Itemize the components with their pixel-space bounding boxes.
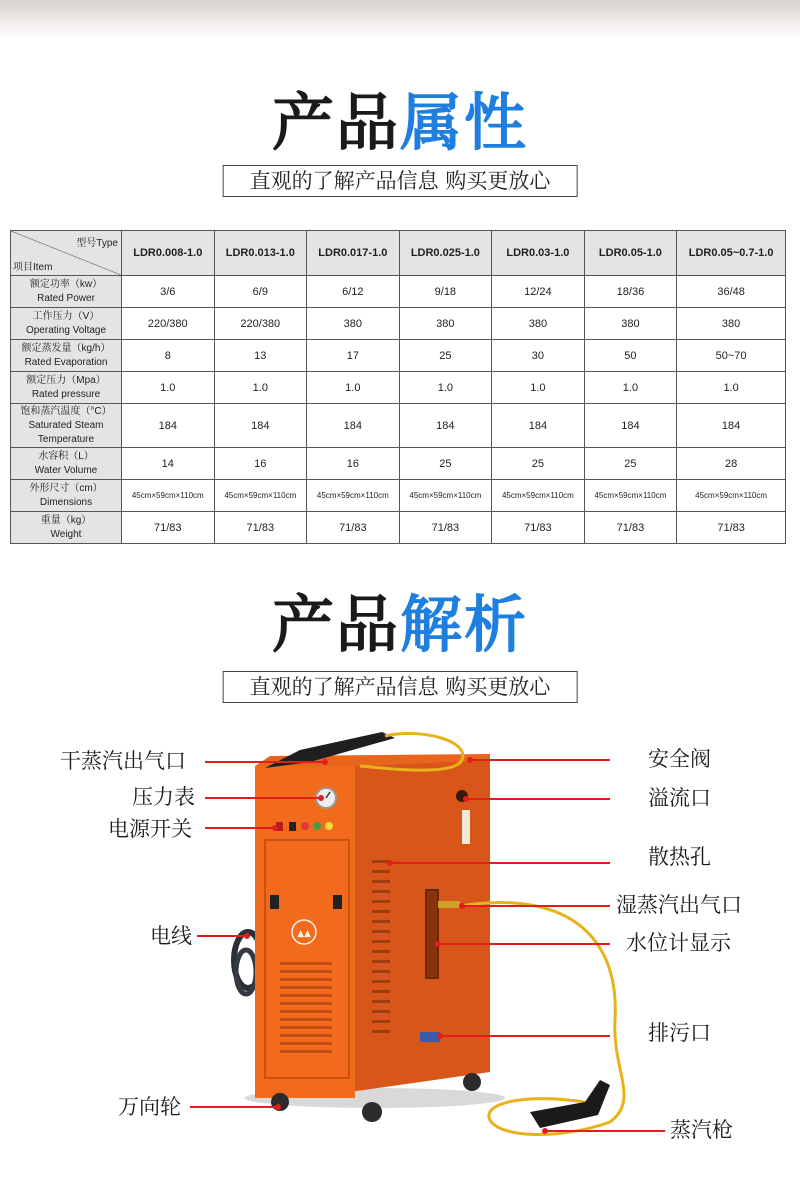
callout-line <box>390 862 610 864</box>
row-label-cell: 工作压力（V） Operating Voltage <box>11 308 122 340</box>
model-header: LDR0.017-1.0 <box>307 231 400 276</box>
table-cell: 25 <box>492 448 585 480</box>
table-cell: 184 <box>122 404 215 448</box>
table-cell: 9/18 <box>399 276 492 308</box>
model-header: LDR0.03-1.0 <box>492 231 585 276</box>
table-cell: 12/24 <box>492 276 585 308</box>
table-cell: 17 <box>307 340 400 372</box>
callout-line <box>462 905 610 907</box>
callout-dry-steam-outlet: 干蒸汽出气口 <box>60 749 186 773</box>
table-cell: 184 <box>584 404 677 448</box>
section-title-properties <box>0 88 800 158</box>
table-cell: 71/83 <box>492 512 585 544</box>
top-banner-fade <box>0 0 800 40</box>
row-label-cell: 额定蒸发量（kg/h） Rated Evaporation <box>11 340 122 372</box>
callout-cooling-vents: 散热孔 <box>648 845 711 869</box>
callout-line <box>470 759 610 761</box>
corner-item-label: 项目Item <box>13 262 53 273</box>
table-cell: 3/6 <box>122 276 215 308</box>
callout-pressure-gauge: 压力表 <box>132 785 195 809</box>
corner-type-label: 型号Type <box>76 238 118 249</box>
table-cell: 45cm×59cm×110cm <box>492 480 585 512</box>
table-cell: 184 <box>307 404 400 448</box>
corner-cell <box>11 231 122 276</box>
table-cell: 16 <box>307 448 400 480</box>
callout-line <box>466 798 610 800</box>
row-label-cell: 外形尺寸（cm） Dimensions <box>11 480 122 512</box>
callout-safety-valve: 安全阀 <box>648 747 711 771</box>
table-cell: 1.0 <box>399 372 492 404</box>
table-cell: 45cm×59cm×110cm <box>677 480 786 512</box>
table-cell: 6/12 <box>307 276 400 308</box>
table-cell: 14 <box>122 448 215 480</box>
model-header: LDR0.05-1.0 <box>584 231 677 276</box>
callout-line <box>438 943 610 945</box>
table-cell: 1.0 <box>677 372 786 404</box>
table-cell: 220/380 <box>122 308 215 340</box>
table-row <box>11 276 786 308</box>
table-cell: 380 <box>677 308 786 340</box>
callout-line <box>190 1106 278 1108</box>
table-cell: 184 <box>677 404 786 448</box>
callout-line <box>205 827 275 829</box>
table-cell: 25 <box>399 448 492 480</box>
spec-table <box>10 230 786 544</box>
table-cell: 25 <box>584 448 677 480</box>
table-cell: 50 <box>584 340 677 372</box>
callout-overflow-outlet: 溢流口 <box>648 786 711 810</box>
table-cell: 71/83 <box>399 512 492 544</box>
callout-caster-wheel: 万向轮 <box>118 1095 181 1119</box>
table-cell: 380 <box>584 308 677 340</box>
table-cell: 380 <box>399 308 492 340</box>
table-cell: 6/9 <box>214 276 307 308</box>
table-cell: 71/83 <box>214 512 307 544</box>
table-row <box>11 448 786 480</box>
model-header: LDR0.05~0.7-1.0 <box>677 231 786 276</box>
callout-power-switch: 电源开关 <box>108 817 192 841</box>
title-black-text: 产品 <box>271 86 400 159</box>
callout-steam-gun: 蒸汽枪 <box>670 1118 733 1142</box>
table-cell: 71/83 <box>677 512 786 544</box>
row-label-cell: 水容积（L） Water Volume <box>11 448 122 480</box>
table-cell: 184 <box>214 404 307 448</box>
title-blue-text: 解析 <box>400 588 529 661</box>
table-row <box>11 404 786 448</box>
callout-power-cord: 电线 <box>150 924 192 948</box>
callout-line <box>440 1035 610 1037</box>
table-row <box>11 480 786 512</box>
table-row <box>11 372 786 404</box>
title-blue-text: 属性 <box>400 86 529 159</box>
table-row <box>11 308 786 340</box>
section-title-analysis <box>0 590 800 660</box>
table-cell: 45cm×59cm×110cm <box>399 480 492 512</box>
callout-drain-outlet: 排污口 <box>648 1021 711 1045</box>
table-cell: 380 <box>492 308 585 340</box>
table-cell: 8 <box>122 340 215 372</box>
table-cell: 1.0 <box>214 372 307 404</box>
table-cell: 45cm×59cm×110cm <box>214 480 307 512</box>
callout-line <box>545 1130 665 1132</box>
row-label-cell: 重量（kg） Weight <box>11 512 122 544</box>
callout-wet-steam-outlet: 湿蒸汽出气口 <box>616 893 742 917</box>
svg-text:▲▲: ▲▲ <box>297 929 311 939</box>
table-cell: 45cm×59cm×110cm <box>584 480 677 512</box>
table-header-row <box>11 231 786 276</box>
row-label-cell: 额定功率（kw） Rated Power <box>11 276 122 308</box>
table-cell: 50~70 <box>677 340 786 372</box>
row-label-cell: 额定压力（Mpa） Rated pressure <box>11 372 122 404</box>
model-header: LDR0.013-1.0 <box>214 231 307 276</box>
row-label-cell: 饱和蒸汽温度（°C） Saturated Steam Temperature <box>11 404 122 448</box>
callout-water-level-gauge: 水位计显示 <box>626 931 731 955</box>
title-black-text: 产品 <box>271 588 400 661</box>
table-row <box>11 340 786 372</box>
table-cell: 18/36 <box>584 276 677 308</box>
table-cell: 13 <box>214 340 307 372</box>
callout-line <box>205 761 325 763</box>
table-cell: 220/380 <box>214 308 307 340</box>
table-cell: 1.0 <box>122 372 215 404</box>
section-subtitle: 直观的了解产品信息 购买更放心 <box>223 671 578 703</box>
table-cell: 380 <box>307 308 400 340</box>
model-header: LDR0.025-1.0 <box>399 231 492 276</box>
table-cell: 45cm×59cm×110cm <box>307 480 400 512</box>
table-cell: 36/48 <box>677 276 786 308</box>
table-cell: 184 <box>492 404 585 448</box>
product-diagram <box>0 720 800 1203</box>
table-cell: 71/83 <box>122 512 215 544</box>
table-cell: 30 <box>492 340 585 372</box>
table-cell: 28 <box>677 448 786 480</box>
table-cell: 45cm×59cm×110cm <box>122 480 215 512</box>
table-row <box>11 512 786 544</box>
table-cell: 25 <box>399 340 492 372</box>
table-cell: 184 <box>399 404 492 448</box>
table-cell: 1.0 <box>584 372 677 404</box>
table-cell: 16 <box>214 448 307 480</box>
callout-line <box>197 935 247 937</box>
table-cell: 1.0 <box>492 372 585 404</box>
callout-line <box>205 797 321 799</box>
table-cell: 1.0 <box>307 372 400 404</box>
table-cell: 71/83 <box>584 512 677 544</box>
section-subtitle: 直观的了解产品信息 购买更放心 <box>223 165 578 197</box>
model-header: LDR0.008-1.0 <box>122 231 215 276</box>
table-cell: 71/83 <box>307 512 400 544</box>
